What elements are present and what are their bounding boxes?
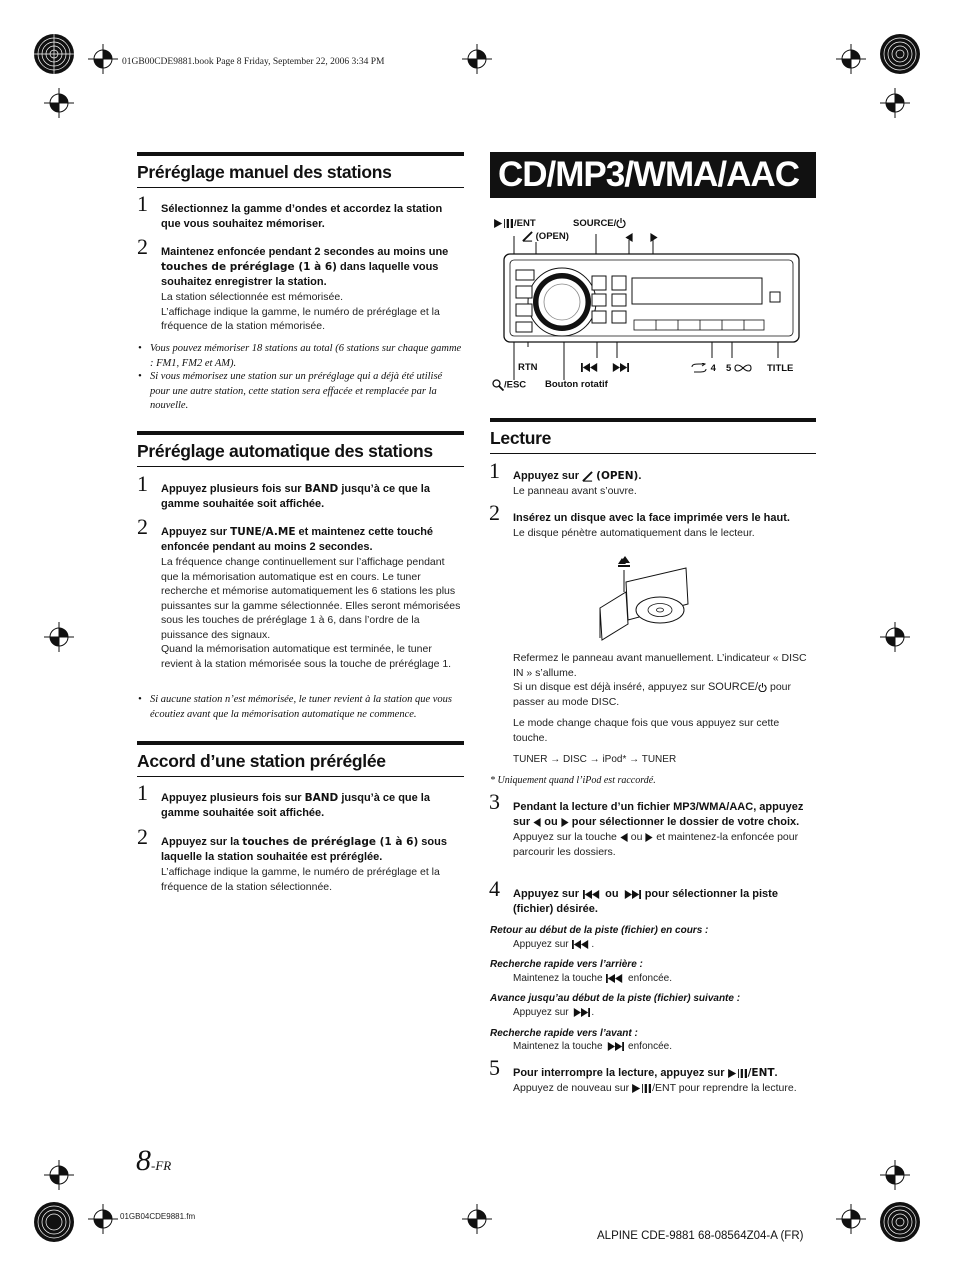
label-source: SOURCE/ [573,218,626,229]
sub-heading-next: Avance jusqu’au début de la piste (fichier) suivante : [490,993,741,1004]
crosshair-mark-icon [44,1160,74,1190]
footer-file-name: 01GB04CDE9881.fm [120,1212,196,1221]
lecture-para-2: Si un disque est déjà inséré, appuyez sur SOURCE/ pour passer au mode DISC. [513,681,792,708]
next-track-icon [622,890,642,899]
open-icon [582,471,593,482]
registration-mark-icon [878,32,922,76]
shuffle-icon [734,363,752,373]
section-title-manual-preset: Préréglage manuel des stations [137,152,464,188]
sub-body-forward: Maintenez la touche enfoncée. [513,1041,672,1052]
manual-step-2: 2 Maintenez enfoncée pendant 2 secondes au moins une touches de préréglage (1 à 6) dans laquelle vous souhaitez enregistrer la station. La station sélectionnée est mémorisée. L’affichage indique la gamme, le numéro de préréglage et la fréquence de la station mémorisée. [137,234,449,332]
lecture-step-5: 5 Pour interrompre la lecture, appuyez sur /ENT. Appuyez de nouveau sur /ENT pour reprendre la lecture. [489,1055,797,1094]
tuning-step-2: 2 Appuyez sur la touches de préréglage (1 à 6) sous laquelle la station souhaitée est préréglée. L’affichage indique la gamme, le numéro de préréglage et la fréquence de la station sélectionnée. [137,824,447,893]
next-track-icon [605,1042,625,1051]
right-arrow-icon [650,233,658,242]
section-title-lecture: Lecture [490,418,816,454]
left-arrow-icon [620,833,628,842]
ipod-footnote: * Uniquement quand l’iPod est raccordé. [490,775,656,786]
crosshair-mark-icon [88,1204,118,1234]
source-cycle: TUNER → DISC → iPod* → TUNER [513,754,677,765]
label-play-ent: /ENT [494,218,536,229]
lecture-step-2: 2 Insérez un disque avec la face imprimée vers le haut. Le disque pénètre automatiquement dans le lecteur. [489,500,790,539]
prev-track-icon [582,890,602,899]
open-icon [522,231,533,242]
sub-heading-forward: Recherche rapide vers l’avant : [490,1028,638,1039]
left-arrow-icon [533,818,541,827]
label-esc: /ESC [492,379,526,391]
manual-note-2: • Si vous mémorisez une station sur un préréglage qui a déjà été utilisé pour une autre station, cette station sera effacée et remplacée par la nouvelle. [138,371,443,411]
manual-note-1: • Vous pouvez mémoriser 18 stations au total (6 stations sur chaque gamme : FM1, FM2 et AM). [138,343,462,369]
eject-icon [620,556,630,568]
manual-step-1: 1 Sélectionnez la gamme d’ondes et accordez la station que vous souhaitez mémoriser. [137,191,443,230]
crosshair-mark-icon [836,1204,866,1234]
sub-body-rewind: Maintenez la touche enfoncée. [513,973,672,984]
prev-track-icon [580,363,600,372]
section-title-preset-tuning: Accord d’une station préréglée [137,741,464,777]
crosshair-mark-icon [880,88,910,118]
lecture-para-3: Le mode change chaque fois que vous appuyez sur cette touche. [513,717,780,744]
label-title: TITLE [767,363,794,374]
sub-body-restart: Appuyez sur . [513,939,595,950]
registration-mark-icon [32,1200,76,1244]
header-file-info: 01GB00CDE9881.book Page 8 Friday, September 22, 2006 3:34 PM [122,57,385,67]
label-rtn: RTN [518,362,538,373]
label-rotary: Bouton rotatif [545,379,608,390]
left-arrow-icon [625,233,633,242]
crosshair-mark-icon [88,44,118,74]
registration-mark-icon [878,1200,922,1244]
right-arrow-icon [561,818,569,827]
lecture-step-3: 3 Pendant la lecture d’un fichier MP3/WMA/AAC, appuyez sur ou pour sélectionner le dossier de votre choix. Appuyez sur la touche ou et maintenez-la enfoncée pour parcourir les dossiers. [489,789,804,858]
section-title-auto-preset: Préréglage automatique des stations [137,431,464,467]
registration-mark-icon [32,32,76,76]
sub-body-next: Appuyez sur . [513,1007,595,1018]
page-number: 8-FR [136,1144,172,1177]
lecture-step-1: 1 Appuyez sur (OPEN). Le panneau avant s’ouvre. [489,458,642,497]
chapter-title: CD/MP3/WMA/AAC [490,152,816,198]
auto-note-1: • Si aucune station n’est mémorisée, le tuner revient à la station que vous écoutiez avant que la mémorisation automatique ne commence. [138,694,453,720]
play-pause-icon [632,1084,652,1093]
prev-track-icon [571,940,591,949]
crosshair-mark-icon [880,1160,910,1190]
auto-step-1: 1 Appuyez plusieurs fois sur BAND jusqu’à ce que la gamme souhaitée soit affichée. [137,471,430,510]
repeat-icon [690,363,708,373]
power-icon [758,683,767,692]
lecture-para-1: Refermez le panneau avant manuellement. L’indicateur « DISC IN » s’allume. [513,652,807,679]
search-icon [492,379,504,391]
head-unit-diagram [490,212,820,394]
sub-heading-restart: Retour au début de la piste (fichier) en cours : [490,925,709,936]
crosshair-mark-icon [462,1204,492,1234]
auto-step-2: 2 Appuyez sur TUNE/A.ME et maintenez cette touché enfoncée pendant au moins 2 secondes. La fréquence change continuellement sur l’affichage pendant que la mémorisation automatique est en cours. Le tuner recherche et mémorise automatiquement les 6 stations les plus puissantes sur la gamme sélectionnée. Elles seront mémorisées sous les touches de préréglage 1 à 6, dans l’ordre de la puissance des signaux. Quand la mémorisation automatique est terminée, le tuner revient à la station mémorisée sous la touche de préréglage 1. [137,514,461,670]
next-track-icon [571,1008,591,1017]
crosshair-mark-icon [880,622,910,652]
crosshair-mark-icon [44,88,74,118]
label-shuffle-5: 5 [726,363,752,374]
crosshair-mark-icon [836,44,866,74]
footer-model: ALPINE CDE-9881 68-08564Z04-A (FR) [597,1230,804,1242]
power-icon [616,218,626,228]
crosshair-mark-icon [44,622,74,652]
lecture-step-4: 4 Appuyez sur ou pour sélectionner la piste (fichier) désirée. [489,876,778,915]
next-track-icon [610,363,630,372]
crosshair-mark-icon [462,44,492,74]
play-pause-icon [728,1069,748,1078]
sub-heading-rewind: Recherche rapide vers l’arrière : [490,959,643,970]
tuning-step-1: 1 Appuyez plusieurs fois sur BAND jusqu’à ce que la gamme souhaitée soit affichée. [137,780,430,819]
prev-track-icon [605,974,625,983]
label-repeat-4: 4 [690,363,716,374]
label-open: (OPEN) [522,231,569,242]
disc-insert-illustration [596,552,692,642]
